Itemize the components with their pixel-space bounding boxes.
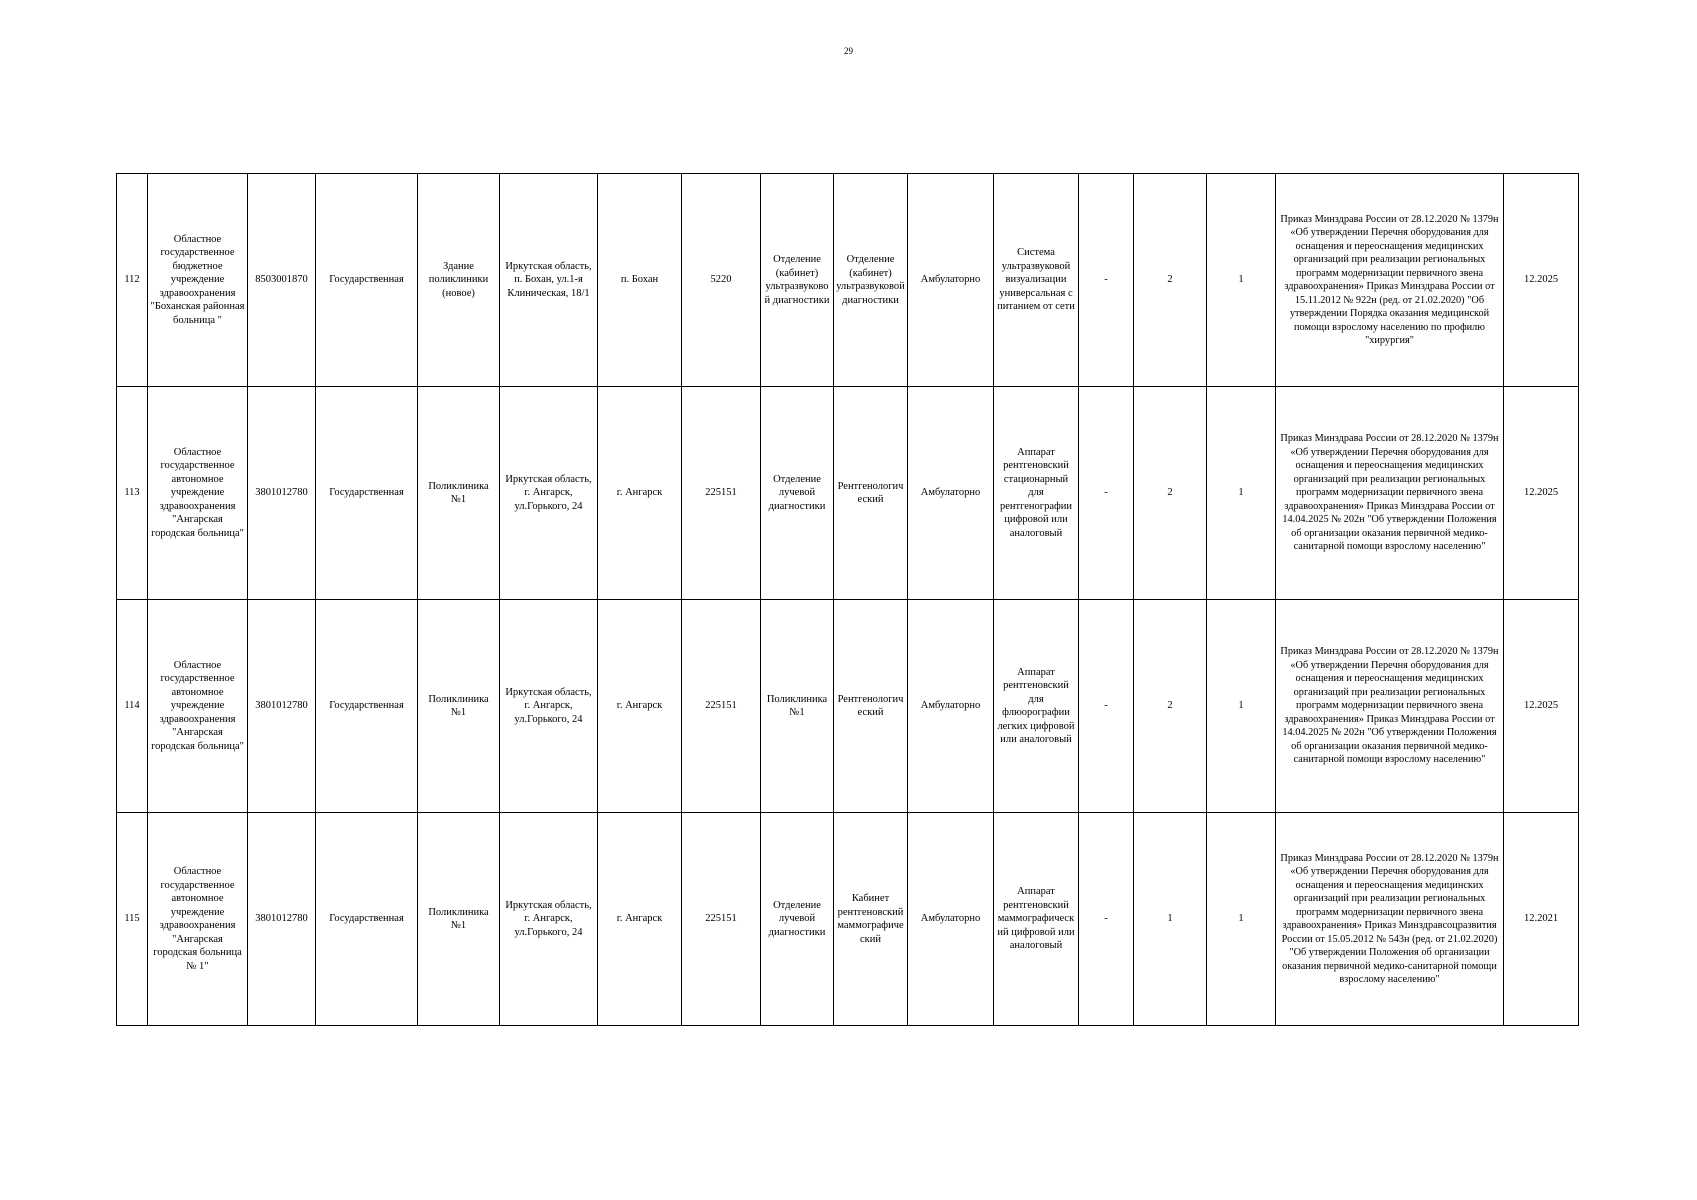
- ownership-form: Государственная: [316, 600, 418, 813]
- equipment-name: Аппарат рентгеновский стационарный для рентгенографии цифровой или аналоговый: [994, 387, 1079, 600]
- address: Иркутская область, г. Ангарск, ул.Горького, 24: [500, 600, 598, 813]
- population: 5220: [682, 174, 761, 387]
- required-count: 2: [1134, 387, 1207, 600]
- cabinet: Отделение (кабинет) ультразвуковой диагностики: [834, 174, 908, 387]
- care-form: Амбулаторно: [908, 813, 994, 1026]
- equipment-table: [116, 173, 1579, 1026]
- locality: п. Бохан: [598, 174, 682, 387]
- care-form: Амбулаторно: [908, 387, 994, 600]
- existing-count: -: [1079, 813, 1134, 1026]
- existing-count: -: [1079, 174, 1134, 387]
- inn: 8503001870: [248, 174, 316, 387]
- cabinet: Рентгенологический: [834, 387, 908, 600]
- organization-name: Областное государственное бюджетное учреждение здравоохранения "Боханская районная больница ": [148, 174, 248, 387]
- address: Иркутская область, г. Ангарск, ул.Горького, 24: [500, 813, 598, 1026]
- population: 225151: [682, 600, 761, 813]
- row-number: 112: [117, 174, 148, 387]
- department: Поликлиника №1: [761, 600, 834, 813]
- purchase-count: 1: [1207, 813, 1276, 1026]
- legal-basis: Приказ Минздрава России от 28.12.2020 № 1379н «Об утверждении Перечня оборудования для оснащения и переоснащения медицинских организаций при реализации региональных программ модернизации первичного звена здравоохранения» Приказ Минздравсоцразвития России от 15.05.2012 № 543н (ред. от 21.02.2020) "Об утверждении Положения об организации оказания первичной медико-санитарной помощи взрослому населению": [1276, 813, 1504, 1026]
- organization-name: Областное государственное автономное учреждение здравоохранения "Ангарская городская больница № 1": [148, 813, 248, 1026]
- building: Поликлиника №1: [418, 387, 500, 600]
- delivery-date: 12.2025: [1504, 387, 1579, 600]
- building: Поликлиника №1: [418, 813, 500, 1026]
- cabinet: Кабинет рентгеновский маммографический: [834, 813, 908, 1026]
- row-number: 114: [117, 600, 148, 813]
- table-row: [117, 600, 1579, 813]
- required-count: 2: [1134, 174, 1207, 387]
- locality: г. Ангарск: [598, 813, 682, 1026]
- delivery-date: 12.2025: [1504, 174, 1579, 387]
- legal-basis: Приказ Минздрава России от 28.12.2020 № 1379н «Об утверждении Перечня оборудования для оснащения и переоснащения медицинских организаций при реализации региональных программ модернизации первичного звена здравоохранения» Приказ Минздрава России от 15.11.2012 № 922н (ред. от 21.02.2020) "Об утверждении Порядка оказания медицинской помощи взрослому населению по профилю "хирургия": [1276, 174, 1504, 387]
- equipment-name: Система ультразвуковой визуализации универсальная с питанием от сети: [994, 174, 1079, 387]
- legal-basis: Приказ Минздрава России от 28.12.2020 № 1379н «Об утверждении Перечня оборудования для оснащения и переоснащения медицинских организаций при реализации региональных программ модернизации первичного звена здравоохранения» Приказ Минздрава России от 14.04.2025 № 202н "Об утверждении Положения об организации оказания первичной медико-санитарной помощи взрослому населению": [1276, 600, 1504, 813]
- building: Поликлиника №1: [418, 600, 500, 813]
- purchase-count: 1: [1207, 600, 1276, 813]
- legal-basis: Приказ Минздрава России от 28.12.2020 № 1379н «Об утверждении Перечня оборудования для оснащения и переоснащения медицинских организаций при реализации региональных программ модернизации первичного звена здравоохранения» Приказ Минздрава России от 14.04.2025 № 202н "Об утверждении Положения об организации оказания первичной медико-санитарной помощи взрослому населению": [1276, 387, 1504, 600]
- page-number: 29: [844, 46, 853, 56]
- delivery-date: 12.2021: [1504, 813, 1579, 1026]
- required-count: 1: [1134, 813, 1207, 1026]
- population: 225151: [682, 387, 761, 600]
- equipment-name: Аппарат рентгеновский маммографический цифровой или аналоговый: [994, 813, 1079, 1026]
- ownership-form: Государственная: [316, 174, 418, 387]
- table-row: [117, 387, 1579, 600]
- table-row: [117, 174, 1579, 387]
- required-count: 2: [1134, 600, 1207, 813]
- organization-name: Областное государственное автономное учреждение здравоохранения "Ангарская городская больница": [148, 600, 248, 813]
- care-form: Амбулаторно: [908, 600, 994, 813]
- address: Иркутская область, п. Бохан, ул.1-я Клиническая, 18/1: [500, 174, 598, 387]
- organization-name: Областное государственное автономное учреждение здравоохранения "Ангарская городская больница": [148, 387, 248, 600]
- department: Отделение лучевой диагностики: [761, 813, 834, 1026]
- ownership-form: Государственная: [316, 813, 418, 1026]
- inn: 3801012780: [248, 813, 316, 1026]
- address: Иркутская область, г. Ангарск, ул.Горького, 24: [500, 387, 598, 600]
- delivery-date: 12.2025: [1504, 600, 1579, 813]
- equipment-name: Аппарат рентгеновский для флюорографии легких цифровой или аналоговый: [994, 600, 1079, 813]
- locality: г. Ангарск: [598, 600, 682, 813]
- row-number: 115: [117, 813, 148, 1026]
- inn: 3801012780: [248, 387, 316, 600]
- table-row: [117, 813, 1579, 1026]
- building: Здание поликлиники (новое): [418, 174, 500, 387]
- existing-count: -: [1079, 600, 1134, 813]
- cabinet: Рентгенологический: [834, 600, 908, 813]
- purchase-count: 1: [1207, 387, 1276, 600]
- population: 225151: [682, 813, 761, 1026]
- department: Отделение (кабинет) ультразвуковой диагностики: [761, 174, 834, 387]
- ownership-form: Государственная: [316, 387, 418, 600]
- row-number: 113: [117, 387, 148, 600]
- purchase-count: 1: [1207, 174, 1276, 387]
- locality: г. Ангарск: [598, 387, 682, 600]
- existing-count: -: [1079, 387, 1134, 600]
- department: Отделение лучевой диагностики: [761, 387, 834, 600]
- care-form: Амбулаторно: [908, 174, 994, 387]
- inn: 3801012780: [248, 600, 316, 813]
